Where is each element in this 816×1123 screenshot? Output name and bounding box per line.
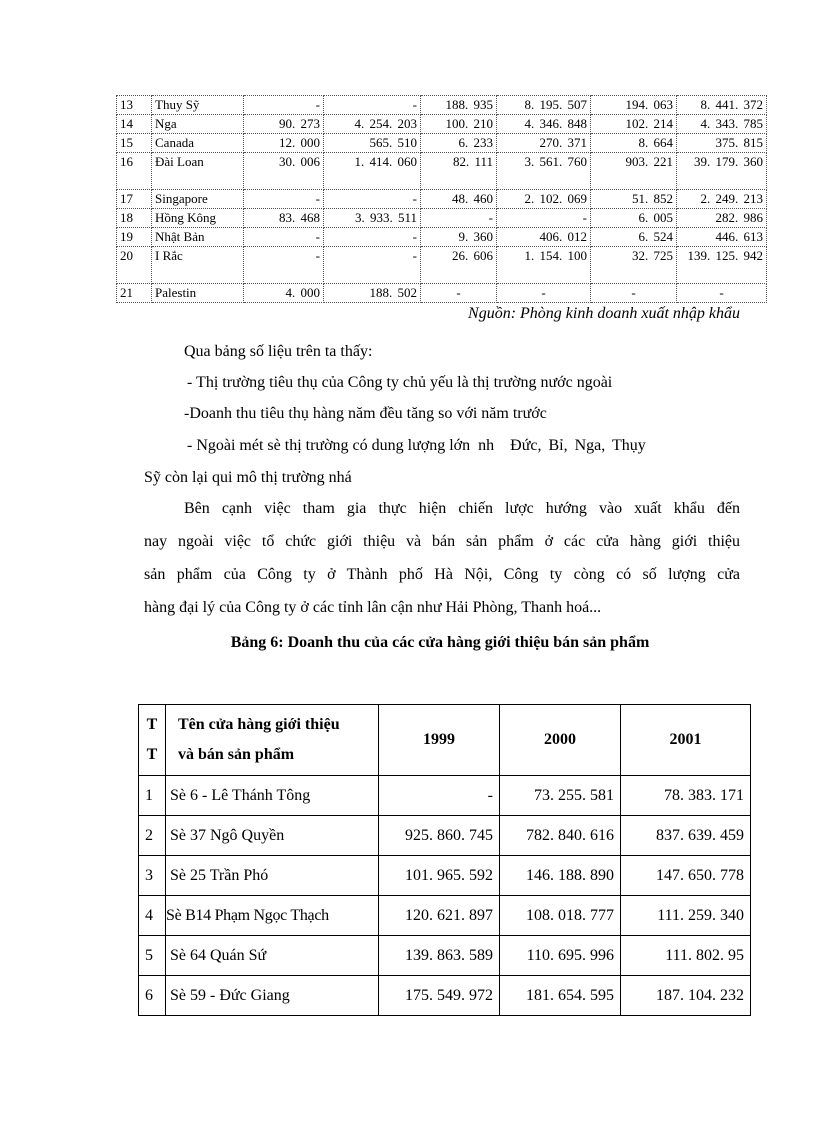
- paragraph-point-3: [187, 436, 646, 456]
- header-row: [139, 705, 751, 776]
- paragraph-line-2: nay ngoài việc tổ chức giới thiệu và bán sản phẩm ở các cửa hàng giới thiệu: [144, 533, 740, 550]
- paragraph-point-3-cont: Sỹ còn lại qui mô thị trường nhá: [144, 469, 352, 486]
- table-row: 6 Sè 59 - Đức Giang 175. 549. 972 181. 654. 595 187. 104. 232: [139, 976, 751, 1016]
- table-row: 3 Sè 25 Trần Phó 101. 965. 592 146. 188. 890 147. 650. 778: [139, 856, 751, 896]
- table-row: 14 Nga 90. 273 4. 254. 203 100. 210 4. 346. 848 102. 214 4. 343. 785: [117, 115, 767, 134]
- paragraph-point-1: - Thị trường tiêu thụ của Công ty chủ yếu là thị trường nước ngoài: [187, 374, 613, 391]
- paragraph-line-4: hàng đại lý của Công ty ở các tỉnh lân cận như Hải Phòng, Thanh hoá...: [144, 599, 602, 616]
- paragraph-point-3-part-b: nh: [478, 437, 495, 454]
- store-revenue-table: [138, 704, 751, 1016]
- table-title: Bảng 6: Doanh thu của các cửa hàng giới thiệu bán sản phẩm: [230, 634, 650, 651]
- table-row: 16 Đài Loan 30. 006 1. 414. 060 82. 111 3. 561. 760 903. 221 39. 179. 360: [117, 153, 767, 190]
- paragraph-line-3: sản phẩm của Công ty ở Thành phố Hà Nội, Công ty còng có số lượng cửa: [144, 566, 740, 583]
- table-row: 13 Thuy Sỹ - - 188. 935 8. 195. 507 194. 063 8. 441. 372: [117, 96, 767, 115]
- column-header-tt: T T: [139, 705, 166, 776]
- table-row: 2 Sè 37 Ngô Quyền 925. 860. 745 782. 840. 616 837. 639. 459: [139, 816, 751, 856]
- column-header-name: Tên cửa hàng giới thiệu và bán sản phẩm: [166, 705, 379, 776]
- column-header-2001: 2001: [621, 705, 751, 776]
- table-row: 5 Sè 64 Quán Sứ 139. 863. 589 110. 695. 996 111. 802. 95: [139, 936, 751, 976]
- table-row: 4 Sè B14 Phạm Ngọc Thạch 120. 621. 897 108. 018. 777 111. 259. 340: [139, 896, 751, 936]
- column-header-2000: 2000: [500, 705, 621, 776]
- table-row: 17 Singapore - - 48. 460 2. 102. 069 51. 852 2. 249. 213: [117, 190, 767, 209]
- table-row: 15 Canada 12. 000 565. 510 6. 233 270. 371 8. 664 375. 815: [117, 134, 767, 153]
- market-table: [116, 95, 767, 303]
- column-header-1999: 1999: [379, 705, 500, 776]
- table-row: 19 Nhật Bản - - 9. 360 406. 012 6. 524 446. 613: [117, 228, 767, 247]
- paragraph-point-2: -Doanh thu tiêu thụ hàng năm đều tăng so với năm trước: [184, 405, 547, 422]
- source-note: Nguồn: Phòng kinh doanh xuất nhập khẩu: [468, 305, 740, 322]
- paragraph-point-3-part-c: Đức, Bỉ, Nga, Thụy: [510, 437, 646, 454]
- table-row: 1 Sè 6 - Lê Thánh Tông - 73. 255. 581 78. 383. 171: [139, 776, 751, 816]
- table-row: 18 Hồng Kông 83. 468 3. 933. 511 - - 6. 005 282. 986: [117, 209, 767, 228]
- paragraph-point-3-part-a: - Ngoài mét sè thị trường có dung lượng lớn: [187, 437, 471, 454]
- table-row: 20 I Rắc - - 26. 606 1. 154. 100 32. 725 139. 125. 942: [117, 247, 767, 284]
- paragraph-intro: Qua bảng số liệu trên ta thấy:: [184, 343, 373, 360]
- paragraph-line-1: Bên cạnh việc tham gia thực hiện chiến lược hướng vào xuất khẩu đến: [184, 500, 740, 517]
- table-row: 21 Palestin 4. 000 188. 502 - - - -: [117, 284, 767, 303]
